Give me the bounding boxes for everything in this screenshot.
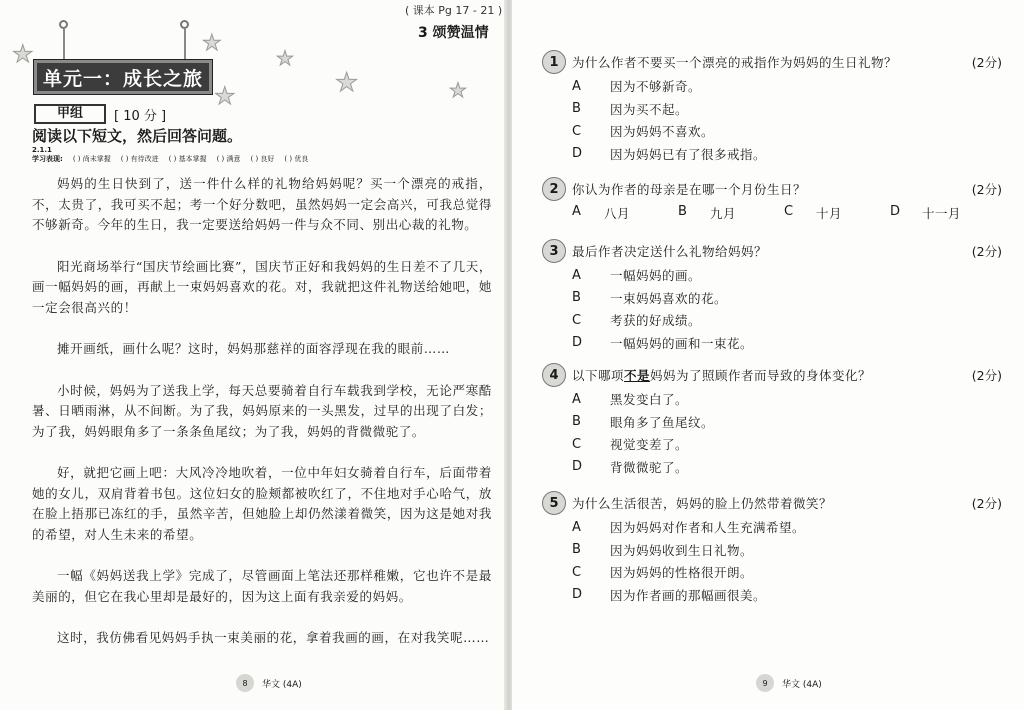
option-text: 一束妈妈喜欢的花。	[610, 290, 728, 306]
question-4	[542, 362, 1002, 478]
passage-paragraph: 妈妈的生日快到了，送一件什么样的礼物给妈妈呢？买一个漂亮的戒指，不，太贵了，我可买不起；考一个好分数吧，虽然妈妈一定会高兴，可我总觉得不够新奇。今年的生日，我一定要送给妈妈一件与众不同、别出心裁的礼物。	[32, 176, 492, 232]
option-text: 九月	[710, 206, 737, 222]
total-marks: [ 10 分 ]	[114, 108, 167, 124]
performance-level: ( ) 有待改进	[120, 155, 159, 163]
star-decoration-icon: ★	[214, 82, 236, 110]
option-letter: C	[572, 123, 582, 139]
answer-option[interactable]	[542, 433, 1002, 456]
option-text: 考获的好成绩。	[610, 313, 702, 329]
hanging-ring-icon	[180, 20, 189, 29]
answer-option[interactable]	[784, 204, 890, 222]
option-letter: D	[572, 459, 583, 475]
performance-scale	[32, 154, 308, 164]
hanging-string	[63, 29, 65, 61]
option-text: 一幅妈妈的画和一束花。	[610, 335, 754, 351]
option-text: 黑发变白了。	[610, 392, 689, 408]
passage-paragraph: 一幅《妈妈送我上学》完成了，尽管画面上笔法还那样稚嫩，它也许不是最美丽的，但它在我心里却是最好的，因为这上面有我亲爱的妈妈。	[32, 568, 492, 604]
option-text: 视觉变差了。	[610, 437, 689, 453]
question-text: 为什么作者不要买一个漂亮的戒指作为妈妈的生日礼物？	[572, 55, 898, 70]
question-number: 3	[542, 239, 566, 263]
performance-label: 学习表现:	[32, 155, 63, 163]
option-text: 因为妈妈收到生日礼物。	[610, 542, 754, 558]
answer-option[interactable]	[542, 309, 1002, 332]
performance-level: ( ) 基本掌握	[168, 155, 207, 163]
question-1	[542, 49, 1002, 165]
option-text: 眼角多了鱼尾纹。	[610, 414, 715, 430]
question-number: 5	[542, 491, 566, 515]
question-number: 4	[542, 363, 566, 387]
performance-level: ( ) 满意	[216, 155, 241, 163]
passage-paragraph: 这时，我仿佛看见妈妈手执一束美丽的花，拿着我画的画，在对我笑呢……	[57, 630, 490, 645]
reading-passage	[32, 174, 492, 670]
left-page	[0, 0, 508, 710]
star-decoration-icon: ★	[276, 46, 294, 70]
answer-option[interactable]	[542, 516, 1002, 539]
option-letter: C	[784, 204, 794, 220]
answer-option[interactable]	[542, 98, 1002, 121]
question-2	[542, 176, 1002, 225]
star-decoration-icon: ★	[202, 31, 222, 56]
question-number: 2	[542, 177, 566, 201]
performance-level: ( ) 尚未掌握	[72, 155, 111, 163]
footer-text: 华文 (4A)	[782, 679, 822, 690]
question-emphasis: 不是	[624, 368, 651, 383]
question-text-part: 妈妈为了照顾作者而导致的身体变化？	[650, 368, 872, 383]
option-text: 因为不够新奇。	[610, 79, 702, 95]
answer-option[interactable]	[542, 75, 1002, 98]
question-points: (2分)	[971, 182, 1002, 197]
answer-option[interactable]	[572, 204, 678, 222]
question-points: (2分)	[971, 368, 1002, 383]
performance-code: 2.1.1	[32, 146, 52, 154]
option-text: 因为妈妈已有了很多戒指。	[610, 146, 767, 162]
option-text: 因为作者画的那幅画很美。	[610, 587, 767, 603]
option-letter: B	[572, 414, 581, 430]
question-points: (2分)	[971, 496, 1002, 511]
star-decoration-icon: ★	[449, 78, 467, 102]
passage-paragraph: 小时候，妈妈为了送我上学，每天总要骑着自行车载我到学校，无论严寒酷暑、日晒雨淋，从不间断。为了我，妈妈原来的一头黑发，过早的出现了白发；为了我，妈妈眼角多了一条条鱼尾纹；为了我，妈妈的背微微驼了。	[32, 382, 492, 439]
left-footer	[236, 674, 302, 692]
right-footer	[756, 674, 822, 692]
answer-option[interactable]	[542, 332, 1002, 355]
option-letter: B	[678, 204, 687, 220]
option-letter: D	[572, 146, 583, 162]
right-page	[512, 0, 1024, 710]
lesson-title: 3 颂赞温情	[418, 25, 489, 41]
option-letter: D	[572, 587, 583, 603]
question-5	[542, 490, 1002, 606]
option-letter: C	[572, 564, 582, 580]
option-letter: D	[890, 204, 901, 220]
option-letter: A	[572, 391, 581, 407]
page-number: 9	[756, 674, 774, 692]
footer-text: 华文 (4A)	[262, 679, 302, 690]
answer-option[interactable]	[542, 120, 1002, 143]
answer-option[interactable]	[542, 584, 1002, 607]
performance-level: ( ) 优良	[284, 155, 309, 163]
option-letter: D	[572, 335, 583, 351]
option-letter: A	[572, 78, 581, 94]
answer-options-row	[542, 202, 1002, 225]
option-letter: C	[572, 312, 582, 328]
passage-paragraph: 阳光商场举行“国庆节绘画比赛”，国庆节正好和我妈妈的生日差不了几天，画一幅妈妈的画，再献上一束妈妈喜欢的花。对，我就把这件礼物送给她吧，她一定会很高兴的！	[32, 258, 492, 315]
question-text: 你认为作者的母亲是在哪一个月份生日？	[572, 182, 807, 197]
answer-option[interactable]	[542, 264, 1002, 287]
answer-option[interactable]	[542, 143, 1002, 166]
instruction-text: 阅读以下短文，然后回答问题。	[32, 127, 243, 145]
answer-option[interactable]	[542, 456, 1002, 479]
option-text: 因为妈妈不喜欢。	[610, 124, 715, 140]
hanging-ring-icon	[59, 20, 68, 29]
textbook-reference: ( 课本 Pg 17 - 21 )	[405, 4, 503, 17]
answer-option[interactable]	[542, 388, 1002, 411]
unit-banner: 单元一：成长之旅	[34, 60, 212, 94]
option-text: 八月	[604, 206, 631, 222]
group-header	[34, 104, 166, 124]
option-letter: A	[572, 204, 581, 220]
option-text: 一幅妈妈的画。	[610, 268, 702, 284]
option-letter: A	[572, 519, 581, 535]
option-letter: B	[572, 542, 581, 558]
question-text: 最后作者决定送什么礼物给妈妈？	[572, 244, 768, 259]
passage-paragraph: 摊开画纸，画什么呢？这时，妈妈那慈祥的面容浮现在我的眼前……	[57, 341, 451, 356]
option-text: 十一月	[922, 206, 962, 222]
option-letter: B	[572, 101, 581, 117]
option-text: 十月	[816, 206, 843, 222]
passage-paragraph: 好，就把它画上吧：大风冷冷地吹着，一位中年妇女骑着自行车，后面带着她的女儿，双肩背着书包。这位妇女的脸颊都被吹红了，不住地对手心哈气，放在脸上捂那已冻红的手，虽然辛苦，但她脸上却仍然漾着微笑，因为这是她对我的希望，对人生未来的希望。	[32, 465, 492, 542]
page-number: 8	[236, 674, 254, 692]
hanging-string	[184, 29, 186, 61]
answer-option[interactable]	[542, 561, 1002, 584]
answer-option[interactable]	[542, 539, 1002, 562]
question-text	[572, 366, 972, 384]
star-decoration-icon: ★	[335, 68, 359, 98]
option-text: 因为妈妈的性格很开朗。	[610, 565, 754, 581]
question-text: 为什么生活很苦，妈妈的脸上仍然带着微笑？	[572, 496, 833, 511]
question-text-part: 以下哪项	[572, 368, 625, 383]
option-letter: A	[572, 267, 581, 283]
option-text: 背微微驼了。	[610, 459, 689, 475]
group-label: 甲组	[34, 104, 106, 124]
question-points: (2分)	[971, 55, 1002, 70]
option-text: 因为买不起。	[610, 101, 689, 117]
option-letter: B	[572, 290, 581, 306]
question-3	[542, 238, 1002, 354]
answer-option[interactable]	[890, 204, 996, 222]
question-points: (2分)	[971, 244, 1002, 259]
answer-option[interactable]	[542, 287, 1002, 310]
option-text: 因为妈妈对作者和人生充满希望。	[610, 520, 806, 536]
performance-level: ( ) 良好	[250, 155, 275, 163]
answer-option[interactable]	[678, 204, 784, 222]
option-letter: C	[572, 436, 582, 452]
answer-option[interactable]	[542, 411, 1002, 434]
question-number: 1	[542, 50, 566, 74]
star-decoration-icon: ★	[12, 40, 34, 68]
